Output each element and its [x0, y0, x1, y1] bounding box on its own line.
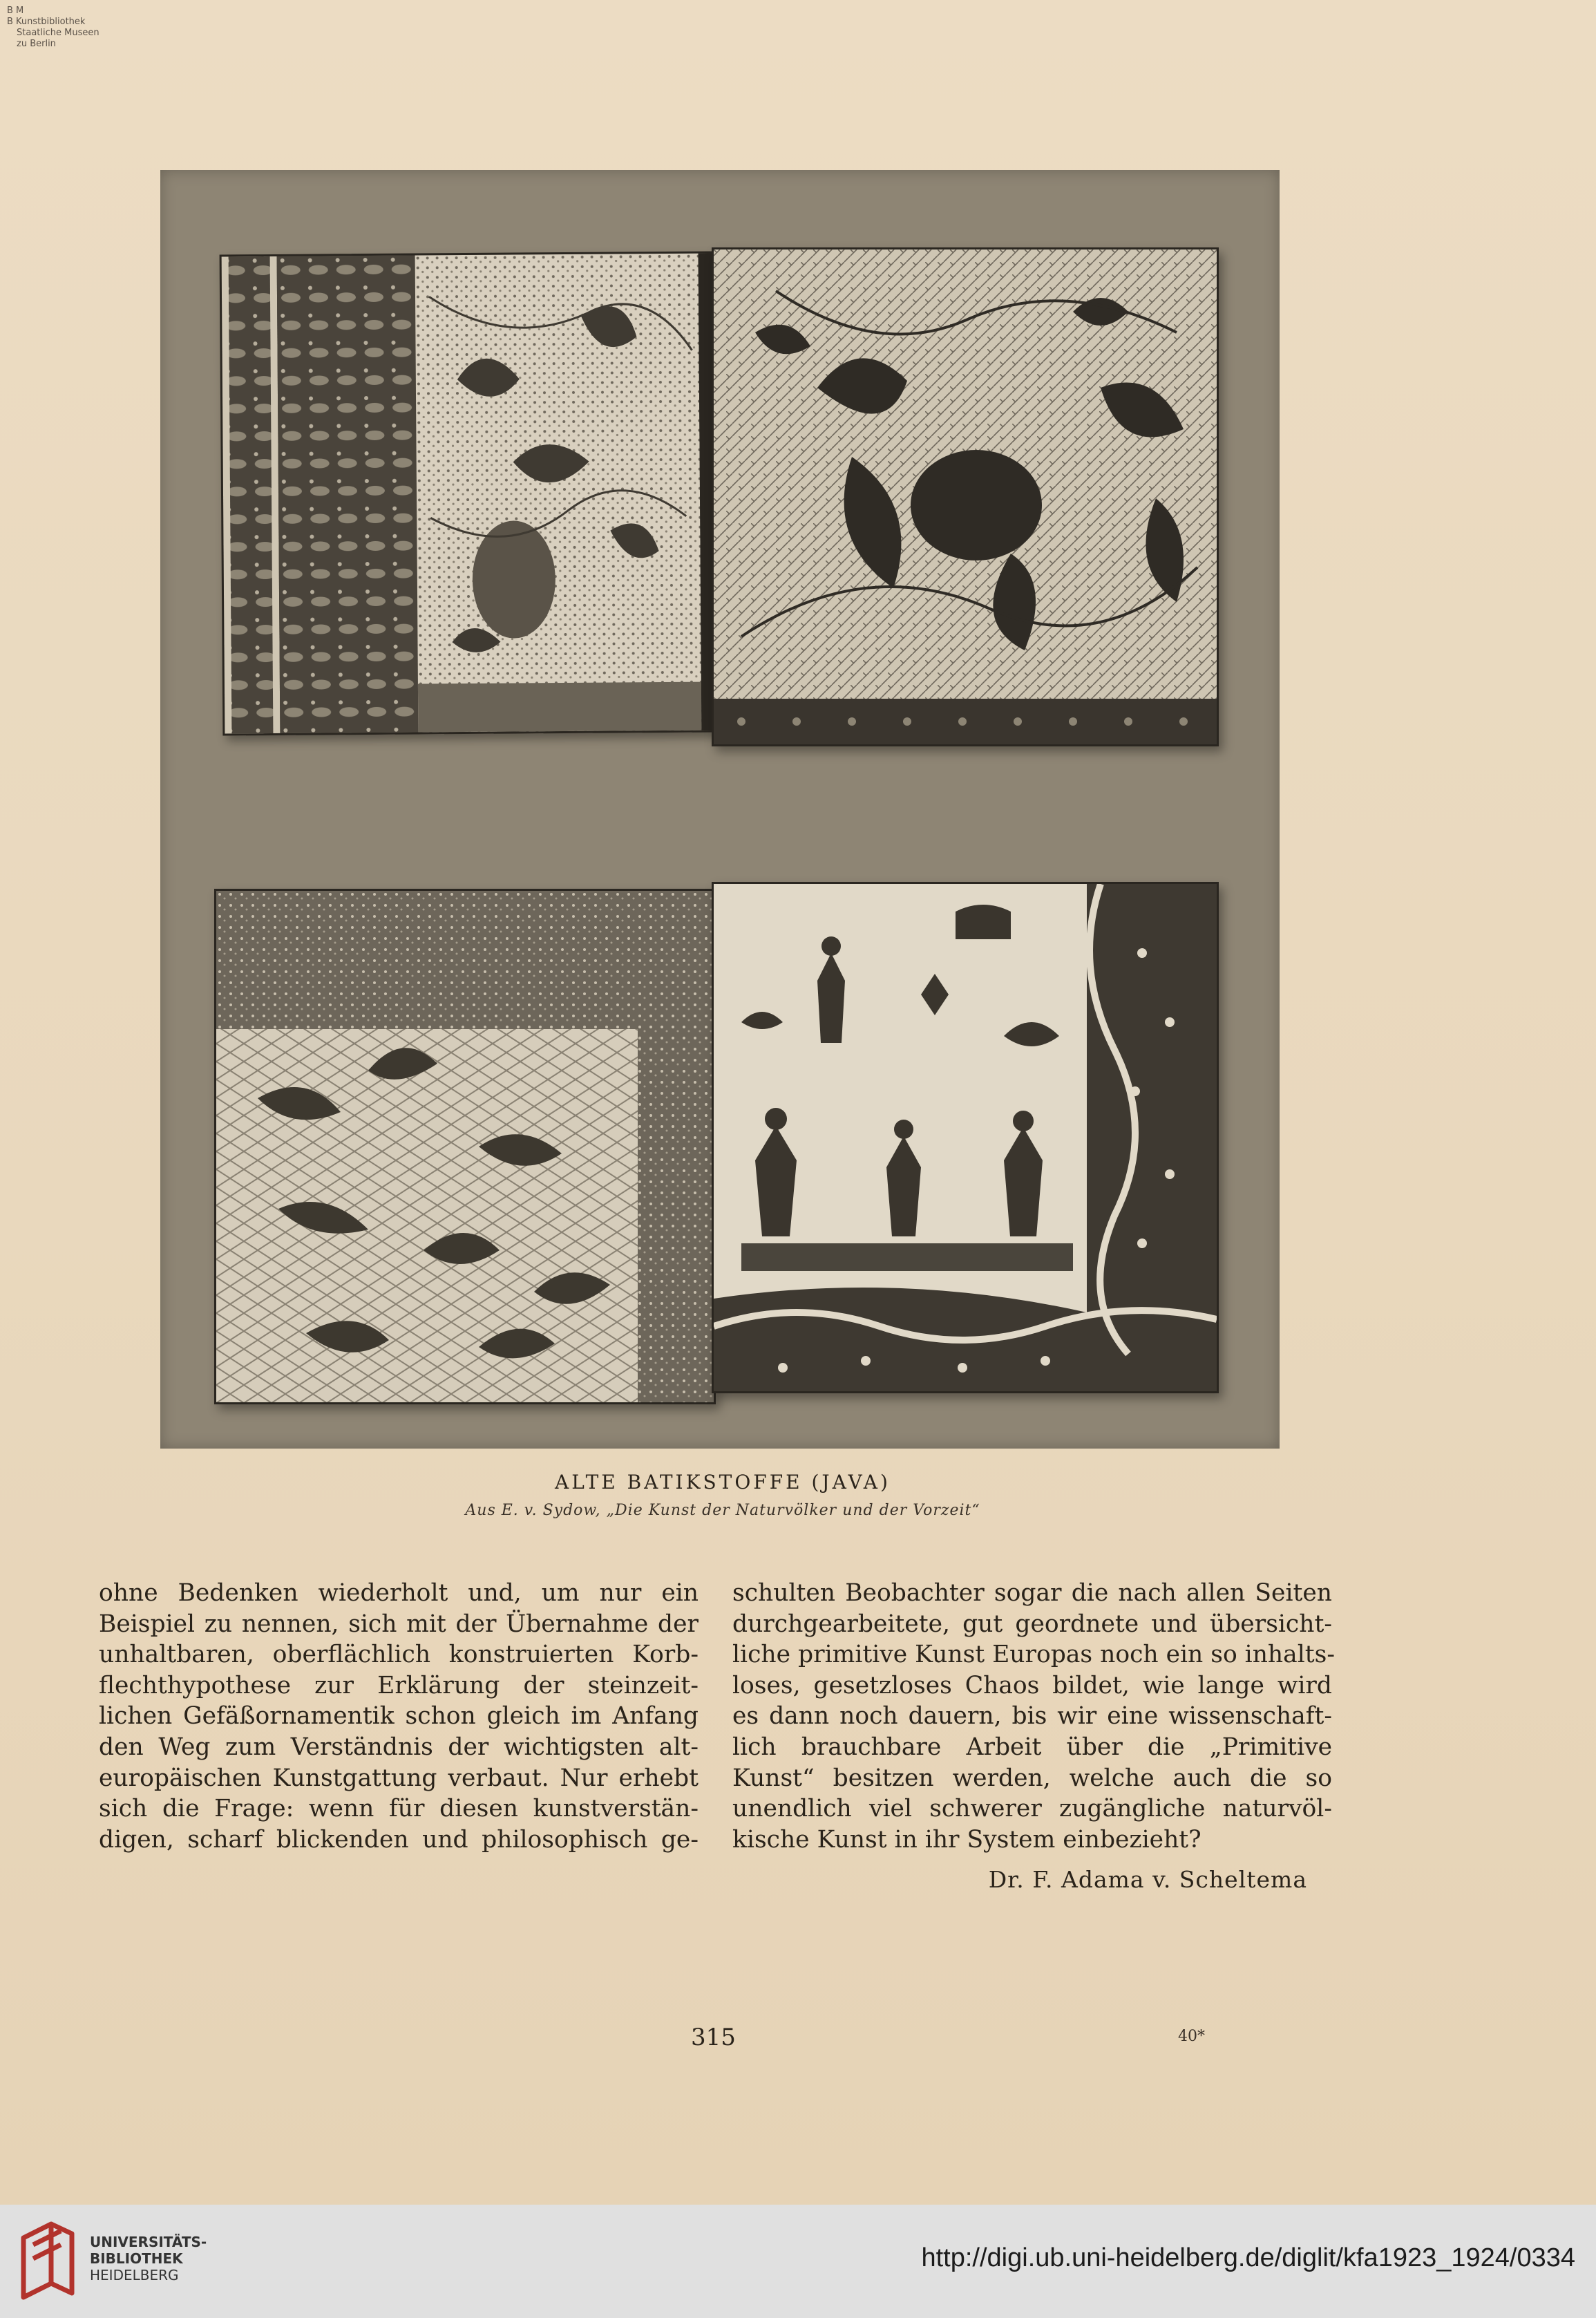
figure-caption-title: ALTE BATIKSTOFFE (JAVA) — [555, 1471, 891, 1493]
batik-cloth-top-left — [220, 252, 718, 736]
figure-caption-source: Aus E. v. Sydow, „Die Kunst der Naturvölker und der Vorzeit“ — [465, 1502, 980, 1519]
text-line: ohne Bedenken wiederholt und, um nur ein — [99, 1579, 699, 1607]
university-library-logo-icon[interactable] — [18, 2217, 77, 2304]
library-name-line: HEIDELBERG — [90, 2267, 179, 2283]
library-stamp — [7, 6, 99, 50]
text-line: unendlich viel schwerer zugängliche naturvöl- — [732, 1795, 1332, 1823]
text-line: sich die Frage: wenn für diesen kunstverstän- — [99, 1795, 699, 1823]
batik-cloth-top-right — [712, 247, 1219, 746]
viewer-footer — [0, 2205, 1596, 2318]
batik-bottom-right-image — [714, 884, 1217, 1391]
text-line: europäischen Kunstgattung verbaut. Nur erhebt — [99, 1764, 699, 1792]
photo-plate — [160, 170, 1280, 1449]
permalink-url[interactable]: http://digi.ub.uni-heidelberg.de/diglit/kfa1923_1924/0334 — [921, 2243, 1575, 2272]
library-name-line: UNIVERSITÄTS- — [90, 2234, 207, 2250]
batik-cloth-bottom-left — [214, 889, 716, 1404]
text-line: kische Kunst in ihr System einbezieht? — [732, 1825, 1201, 1854]
text-line: unhaltbaren, oberflächlich konstruierten Korb- — [99, 1641, 699, 1669]
batik-bottom-left-image — [216, 891, 714, 1402]
stamp-line: B M — [7, 6, 24, 16]
page-number: 315 — [691, 2024, 736, 2051]
text-column-left — [99, 1578, 699, 1855]
text-line: Kunst“ besitzen werden, welche auch die so — [732, 1764, 1332, 1792]
text-line: lichen Gefäßornamentik schon gleich im Anfang — [99, 1702, 699, 1731]
text-line: den Weg zum Verständnis der wichtigsten alt- — [99, 1733, 699, 1761]
text-line: lich brauchbare Arbeit über die „Primitive — [732, 1733, 1332, 1761]
text-line: liche primitive Kunst Europas noch ein so inhalts- — [732, 1641, 1335, 1669]
text-line: loses, gesetzloses Chaos bildet, wie lange wird — [732, 1671, 1332, 1699]
text-line: durchgearbeitete, gut geordnete und übersicht- — [732, 1610, 1332, 1638]
library-name-line: BIBLIOTHEK — [90, 2250, 183, 2267]
stamp-line: B Kunstbibliothek — [7, 17, 86, 27]
text-line: flechthypothese zur Erklärung der steinzeit- — [99, 1671, 699, 1699]
author-signature: Dr. F. Adama v. Scheltema — [988, 1866, 1307, 1893]
batik-cloth-bottom-right — [712, 882, 1219, 1393]
printer-signature-mark: 40* — [1178, 2028, 1205, 2045]
text-line: Beispiel zu nennen, sich mit der Übernahme der — [99, 1610, 699, 1638]
text-column-right — [732, 1578, 1335, 1855]
stamp-line: zu Berlin — [17, 39, 56, 49]
text-line: schulten Beobachter sogar die nach allen Seiten — [732, 1579, 1332, 1607]
batik-top-right-image — [714, 249, 1217, 744]
text-line: es dann noch dauern, bis wir eine wissenschaft- — [732, 1702, 1332, 1731]
batik-top-left-image — [222, 254, 716, 734]
library-name — [90, 2234, 207, 2283]
text-line: digen, scharf blickenden und philosophisch ge- — [99, 1825, 699, 1854]
stamp-line: Staatliche Museen — [17, 28, 99, 38]
